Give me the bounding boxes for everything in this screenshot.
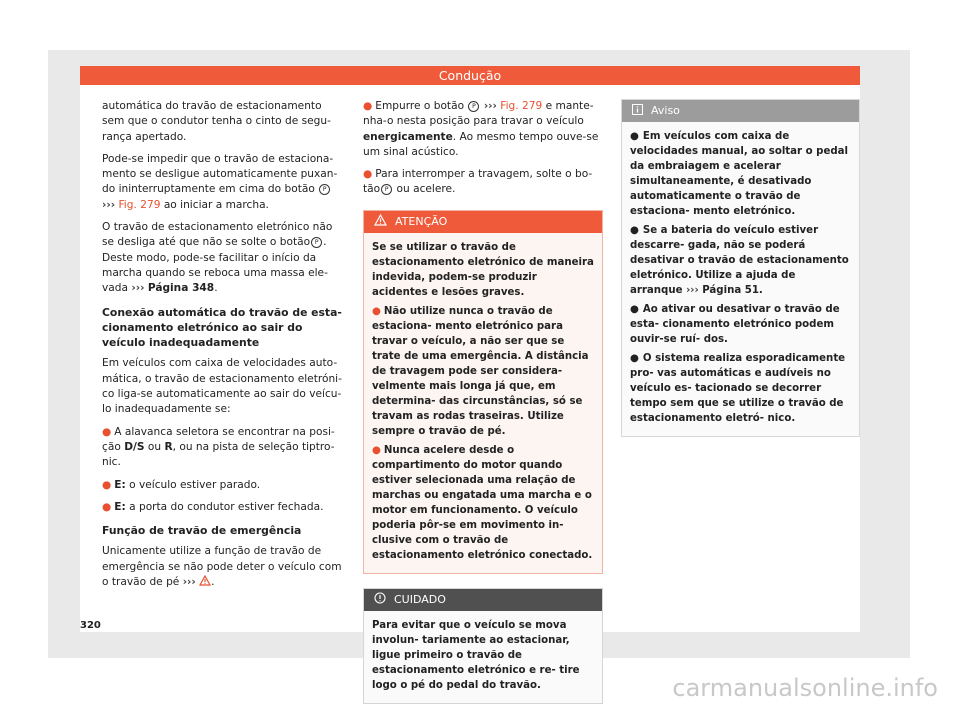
aviso-box — [621, 99, 860, 437]
list-item: ● E: o veículo estiver parado. — [102, 478, 261, 491]
info-icon — [632, 104, 643, 115]
list-item: ● Para interromper a travagem, solte o bo- tão P ou acelere. — [363, 168, 593, 196]
bullet-icon: ● — [363, 168, 373, 181]
parking-button-icon: P — [319, 184, 330, 195]
column-3 — [621, 99, 860, 451]
bullet-icon: ● — [630, 131, 639, 142]
watermark: carmanualsonline.info — [672, 674, 938, 702]
page-number: 320 — [80, 620, 101, 631]
atencao-header: ATENÇÃO — [364, 211, 602, 233]
aviso-header: Aviso — [622, 100, 859, 122]
bullet-icon: ● — [630, 225, 639, 236]
paragraph: automática do travão de estacionamento sem que o condutor tenha o cinto de segu- rança apertado. — [102, 100, 331, 143]
aviso-body: ● Em veículos com caixa de velocidades manual, ao soltar o pedal da embraiagem e acelerar simultaneamente, é desativado automaticamente o travão de estaciona- mento eletrónico. ● Se a bateria do veículo estiver descarre- gada, não se poderá desativar o travão de estacionamento eletrónico. Utilize a ajuda de arranque ››› Página 51. ● Ao ativar ou desativar o travão de esta- cionamento eletrónico podem ouvir-se ruí- dos. ● O sistema realiza esporadicamente pro- vas automáticas e audíveis no veículo es- tacionado se decorrer tempo sem que se utilize o travão de estacionamento eletró- nico. — [630, 131, 849, 424]
bullet-icon: ● — [102, 478, 112, 491]
bullet-icon: ● — [630, 304, 639, 315]
parking-button-icon: P — [468, 101, 479, 112]
bullet-icon: ● — [372, 305, 381, 317]
list-item: ● E: a porta do condutor estiver fechada. — [102, 500, 324, 513]
paragraph: O travão de estacionamento eletrónico não se desliga até que não se solte o botão P . Deste modo, pode-se facilitar o início da marcha quando se reboca uma massa ele- vada ››› Página 348. — [102, 221, 333, 295]
paragraph: Pode-se impedir que o travão de estaciona- mento se desligue automaticamente puxan- do ininterruptamente em cima do botão P ››› Fig. 279 ao iniciar a marcha. — [102, 152, 338, 211]
bullet-icon: ● — [102, 500, 112, 513]
parking-button-icon: P — [381, 184, 392, 195]
section-header: Condução — [80, 66, 860, 85]
paragraph: Unicamente utilize a função de travão de emergência se não pode deter o veículo com o travão de pé ››› . — [102, 545, 342, 589]
list-item: ● A alavanca seletora se encontrar na posi- ção D/S ou R, ou na pista de seleção tiptro- nic. — [102, 425, 335, 469]
bullet-icon: ● — [363, 100, 373, 112]
figure-link[interactable]: Fig. 279 — [500, 100, 543, 112]
cuidado-body: Para evitar que o veículo se mova involun- tariamente ao estacionar, ligue primeiro o travão de estacionamento eletrónico e re- tire logo o pé do pedal do travão. — [372, 619, 580, 691]
cuidado-box — [363, 588, 603, 704]
figure-link[interactable]: Fig. 279 — [118, 198, 161, 211]
bullet-icon: ● — [372, 444, 381, 456]
bullet-icon: ● — [102, 425, 112, 438]
cuidado-header: CUIDADO — [364, 589, 602, 611]
atencao-body: Se se utilizar o travão de estacionamento eletrónico de maneira indevida, podem-se produzir acidentes e lesões graves. ● Não utilize nunca o travão de estaciona- mento eletrónico para travar o veículo, a não ser que se trate de uma emergência. A distância de travagem pode ser considera- velmente mais longa já que, em determina- das circunstâncias, só se travam as rodas traseiras. Utilize sempre o travão de pé. ● Nunca acelere desde o compartimento do motor quando estiver selecionada uma relação de marchas ou engatada uma marcha e o motor em funcionamento. O veículo poderia pôr-se em movimento in- clusive com o travão de estacionamento eletrónico conectado. — [372, 241, 594, 561]
manual-page — [80, 66, 860, 691]
column-2 — [363, 99, 603, 718]
paragraph: Em veículos com caixa de velocidades auto- mática, o travão de estacionamento eletróni- co liga-se automaticamente ao sair do veícu- lo inadequadamente se: — [102, 357, 342, 416]
warning-icon — [199, 575, 211, 586]
list-item: ● Empurre o botão P ››› Fig. 279 e mante- nha-o nesta posição para travar o veículo energicamente. Ao mesmo tempo ouve-se um sinal acústico. — [363, 100, 599, 158]
parking-button-icon: P — [311, 237, 322, 248]
bullet-icon: ● — [630, 353, 639, 364]
column-1 — [102, 99, 342, 597]
subheading: Conexão automática do travão de esta- cionamento eletrónico ao sair do veículo inadequadamente — [102, 305, 342, 350]
page-link[interactable]: Página 51 — [702, 285, 759, 296]
warning-icon — [374, 214, 387, 226]
atencao-box — [363, 210, 603, 574]
subheading: Função de travão de emergência — [102, 524, 302, 538]
notice-circle-icon — [374, 592, 386, 604]
page-link[interactable]: Página 348 — [147, 282, 215, 295]
